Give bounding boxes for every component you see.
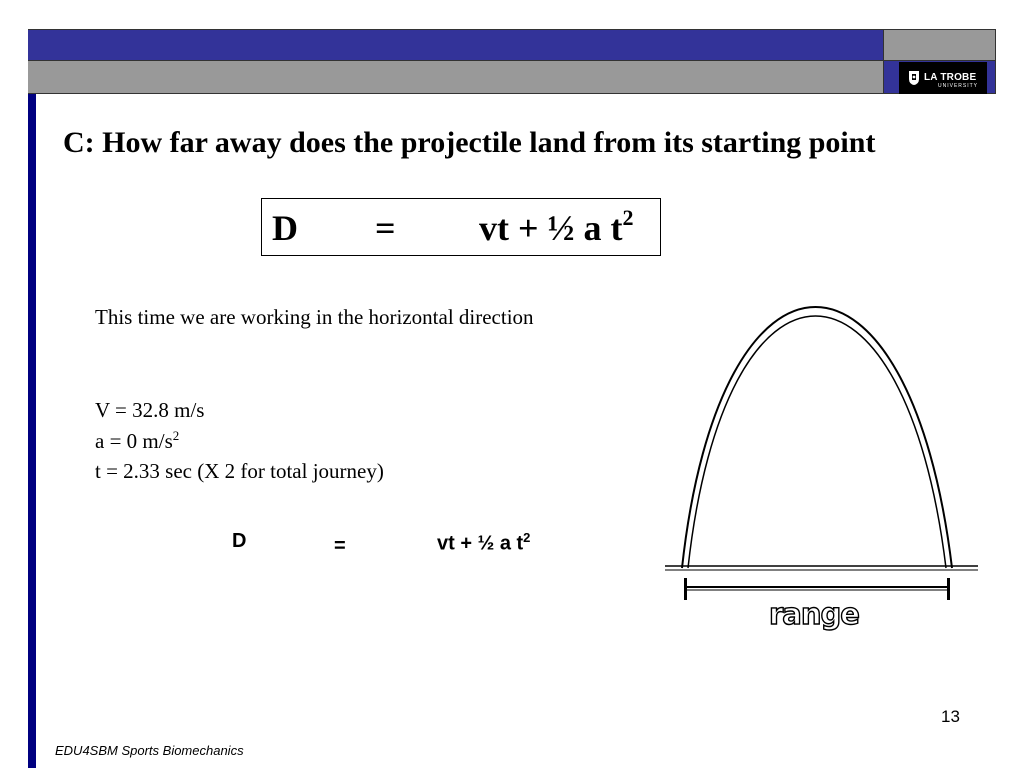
given-acceleration-exponent: 2 <box>172 428 180 443</box>
range-start-marker <box>684 578 687 600</box>
formula2-rhs <box>437 530 530 556</box>
formula-rhs-exponent: 2 <box>622 205 634 230</box>
header-band-middle <box>28 61 883 94</box>
given-velocity: V = 32.8 m/s <box>95 398 205 422</box>
header-band-top-right <box>883 29 996 61</box>
formula2-rhs-text: vt + ½ a t <box>437 532 524 555</box>
formula-lhs: D <box>272 208 298 248</box>
crest-icon <box>907 70 921 86</box>
formula-equals: = <box>375 208 396 248</box>
left-accent-bar <box>28 94 36 768</box>
slide-title: C: How far away does the projectile land from its starting point <box>63 126 876 159</box>
given-acceleration <box>95 428 179 454</box>
logo-name: LA TROBE <box>924 71 977 83</box>
page-number: 13 <box>941 707 960 726</box>
formula-rhs-text: vt + ½ a t <box>479 208 623 248</box>
footer-course-name: EDU4SBM Sports Biomechanics <box>55 743 244 758</box>
range-label: range <box>769 597 859 631</box>
trajectory-arc-outer <box>682 307 952 568</box>
formula-rhs <box>479 207 634 249</box>
logo-wordmark <box>924 68 978 89</box>
university-logo <box>899 62 987 94</box>
projectile-arc-diagram <box>660 290 990 640</box>
trajectory-arc-inner <box>688 316 946 568</box>
logo-subname: UNIVERSITY <box>938 82 979 89</box>
given-time: t = 2.33 sec (X 2 for total journey) <box>95 459 384 483</box>
formula2-lhs: D <box>232 530 247 552</box>
formula2-equals: = <box>334 535 346 557</box>
given-acceleration-text: a = 0 m/s <box>95 429 173 453</box>
header-band-top <box>28 29 883 61</box>
intro-text: This time we are working in the horizontal direction <box>95 305 534 329</box>
range-end-marker <box>947 578 950 600</box>
formula-box <box>261 198 661 256</box>
formula2-rhs-exponent: 2 <box>523 530 531 545</box>
